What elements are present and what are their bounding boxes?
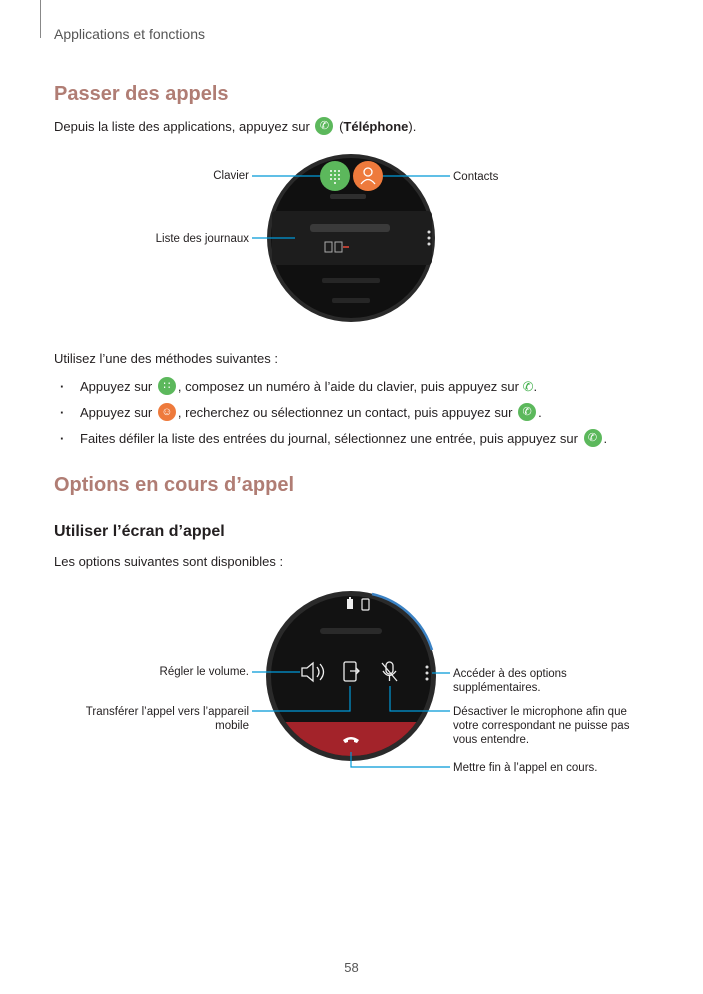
label-contacts: Contacts — [453, 171, 499, 183]
contacts-icon: ☺ — [158, 403, 176, 421]
label-keypad: Clavier — [213, 170, 249, 182]
running-header: Applications et fonctions — [54, 26, 205, 42]
label-transfer-line1: Transférer l’appel vers l’appareil — [85, 706, 249, 718]
label-mute-line1: Désactiver le microphone afin que — [453, 706, 627, 718]
label-mute-line2: votre correspondant ne puisse pas — [453, 720, 630, 732]
intro-text: Depuis la liste des applications, appuyez sur — [54, 119, 310, 134]
label-mute-line3: vous entendre. — [453, 734, 530, 746]
method-text: Faites défiler la liste des entrées du journal, sélectionnez une entrée, puis appuyez sur — [80, 431, 578, 446]
label-volume: Régler le volume. — [159, 666, 249, 678]
intro-app-name: Téléphone — [343, 119, 409, 134]
label-mute — [453, 705, 629, 747]
section-title-make-calls: Passer des appels — [54, 83, 229, 105]
intro-app-open: ( — [339, 119, 344, 134]
label-more-line2: supplémentaires. — [453, 682, 541, 694]
call-icon: ✆ — [584, 429, 602, 447]
method-text: Appuyez sur — [80, 379, 153, 394]
method-end: . — [533, 379, 538, 394]
subsection-title-call-screen: Utiliser l’écran d’appel — [54, 523, 225, 540]
caller-blur — [320, 628, 382, 634]
options-intro: Les options suivantes sont disponibles : — [54, 554, 284, 569]
phone-icon: ✆ — [522, 379, 534, 394]
method-text: Appuyez sur — [80, 405, 153, 420]
methods-intro: Utilisez l’une des méthodes suivantes : — [54, 351, 279, 366]
method-text: , recherchez ou sélectionnez un contact, puis appuyez sur — [177, 405, 513, 420]
label-end-call: Mettre fin à l’appel en cours. — [453, 762, 598, 774]
page-number: 58 — [344, 960, 359, 975]
section-title-in-call-options: Options en cours d’appel — [54, 474, 295, 496]
method-end: . — [603, 431, 608, 446]
label-transfer — [86, 705, 249, 733]
call-icon: ✆ — [518, 403, 536, 421]
keypad-icon: ∷ — [158, 377, 176, 395]
label-more-line1: Accéder à des options — [453, 668, 567, 680]
method-text: , composez un numéro à l’aide du clavier, puis appuyez sur — [177, 379, 519, 394]
method-end: . — [538, 405, 542, 420]
phone-app-icon: ✆ — [315, 117, 333, 135]
label-more-options — [453, 667, 567, 695]
label-logs: Liste des journaux — [155, 233, 249, 245]
intro-app-close: ). — [408, 119, 417, 134]
label-transfer-line2: mobile — [215, 720, 249, 732]
more-options-button-icon[interactable] — [426, 666, 429, 681]
